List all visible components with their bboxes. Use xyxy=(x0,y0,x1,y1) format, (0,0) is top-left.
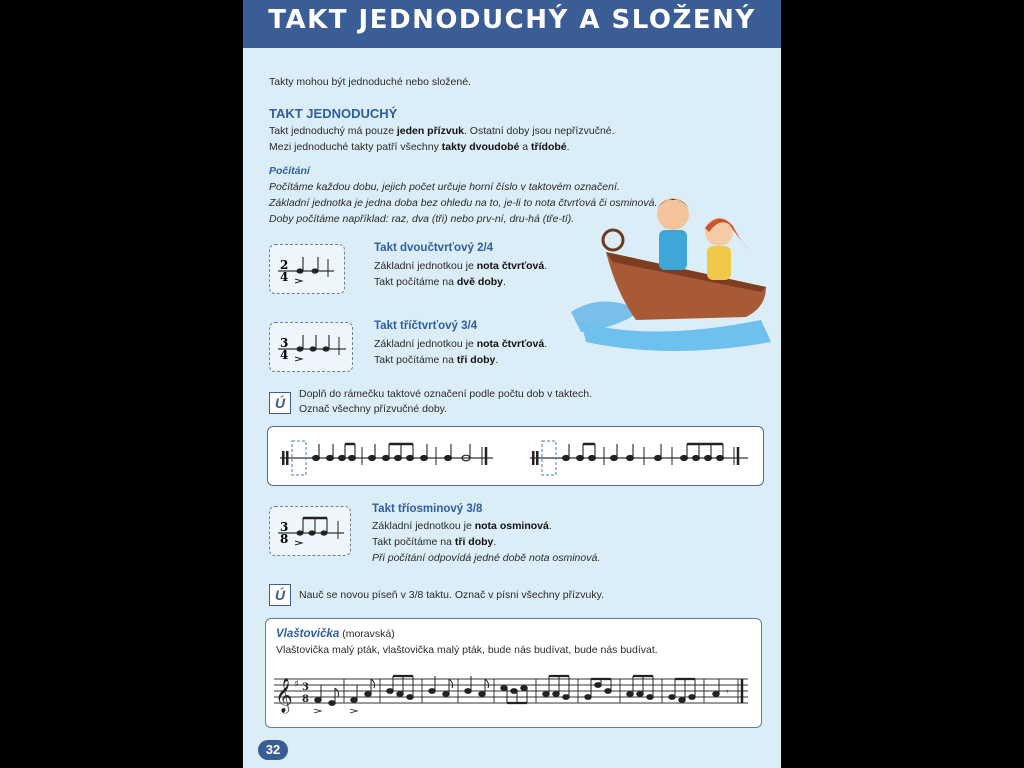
eighth-rest-icon: 𝄾 xyxy=(726,687,729,698)
counting-line-2: Základní jednotka je jedna doba bez ohledu na to, je-li to nota čtvrťová či osminová. xyxy=(269,197,658,209)
exercise-2-badge: Ú xyxy=(269,584,291,606)
textbook-page xyxy=(243,0,781,768)
treble-clef-icon: 𝄞 xyxy=(275,678,293,713)
meter-38-line-2: Takt počítáme na tři doby. xyxy=(372,536,497,548)
meter-34-box xyxy=(269,322,353,372)
meter-34-title: Takt tříčtvrťový 3/4 xyxy=(374,320,478,332)
meter-34-top: 3 xyxy=(280,336,289,350)
simple-heading: TAKT JEDNODUCHÝ xyxy=(269,106,398,121)
meter-24-staff xyxy=(270,245,344,293)
meter-24-line-2: Takt počítáme na dvě doby. xyxy=(374,276,506,288)
song-origin: (moravská) xyxy=(339,628,395,640)
key-sharp-icon: ♯ xyxy=(294,679,299,690)
counting-line-1: Počítáme každou dobu, jejich počet určuje horní číslo v taktovém označení. xyxy=(269,181,620,193)
exercise-2-line-1: Nauč se novou píseň v 3/8 taktu. Označ v písni všechny přízvuky. xyxy=(299,589,605,601)
song-lyrics: Vlaštovička malý pták, vlaštovička malý pták, bude nás budívat, bude nás budívat. xyxy=(276,644,658,656)
exercise-1-badge: Ú xyxy=(269,392,291,414)
intro-text: Takty mohou být jednoduché nebo složené. xyxy=(269,76,471,88)
meter-38-line-3: Při počítání odpovídá jedné době nota osminová. xyxy=(372,552,601,564)
meter-38-staff xyxy=(270,507,350,555)
exercise-1-staff-panel xyxy=(267,426,764,486)
meter-38-box xyxy=(269,506,351,556)
meter-24-box xyxy=(269,244,345,294)
meter-34-line-1: Základní jednotkou je nota čtvrťová. xyxy=(374,338,548,350)
meter-34-staff xyxy=(270,323,352,371)
meter-24-top: 2 xyxy=(280,258,289,272)
meter-38-title: Takt tříosminový 3/8 xyxy=(372,503,483,515)
exercise-1-line-1: Doplň do rámečku taktové označení podle počtu dob v taktech. xyxy=(299,388,593,400)
meter-34-line-2: Takt počítáme na tři doby. xyxy=(374,354,499,366)
page-number-badge: 32 xyxy=(258,740,288,760)
simple-line-2: Mezi jednoduché takty patří všechny takty dvoudobé a třídobé. xyxy=(269,141,570,153)
exercise-1-rhythm xyxy=(268,427,763,485)
song-panel xyxy=(265,618,762,728)
song-meter-top: 3 xyxy=(302,682,309,693)
counting-heading: Počítání xyxy=(269,165,310,177)
page-background-edge xyxy=(781,0,1024,768)
meter-24-bottom: 4 xyxy=(280,270,289,284)
meter-24-title: Takt dvoučtvrťový 2/4 xyxy=(374,242,494,254)
page-header xyxy=(243,0,781,48)
meter-38-bottom: 8 xyxy=(280,532,289,546)
song-meter-bottom: 8 xyxy=(302,694,309,705)
boat-illustration-image xyxy=(561,192,781,362)
counting-line-3: Doby počítáme například: raz, dva (tři) nebo prv-ní, dru-há (tře-tí). xyxy=(269,213,575,225)
meter-38-top: 3 xyxy=(280,520,289,534)
page-title: TAKT JEDNODUCHÝ A SLOŽENÝ xyxy=(268,5,756,35)
song-staff xyxy=(272,665,754,721)
song-title: Vlaštovička xyxy=(276,628,340,640)
song-heading xyxy=(276,627,395,641)
meter-24-line-1: Základní jednotkou je nota čtvrťová. xyxy=(374,260,548,272)
exercise-1-line-2: Označ všechny přízvučné doby. xyxy=(299,403,448,415)
simple-line-1: Takt jednoduchý má pouze jeden přízvuk. Ostatní doby jsou nepřízvučné. xyxy=(269,125,615,137)
meter-38-line-1: Základní jednotkou je nota osminová. xyxy=(372,520,552,532)
meter-34-bottom: 4 xyxy=(280,348,289,362)
